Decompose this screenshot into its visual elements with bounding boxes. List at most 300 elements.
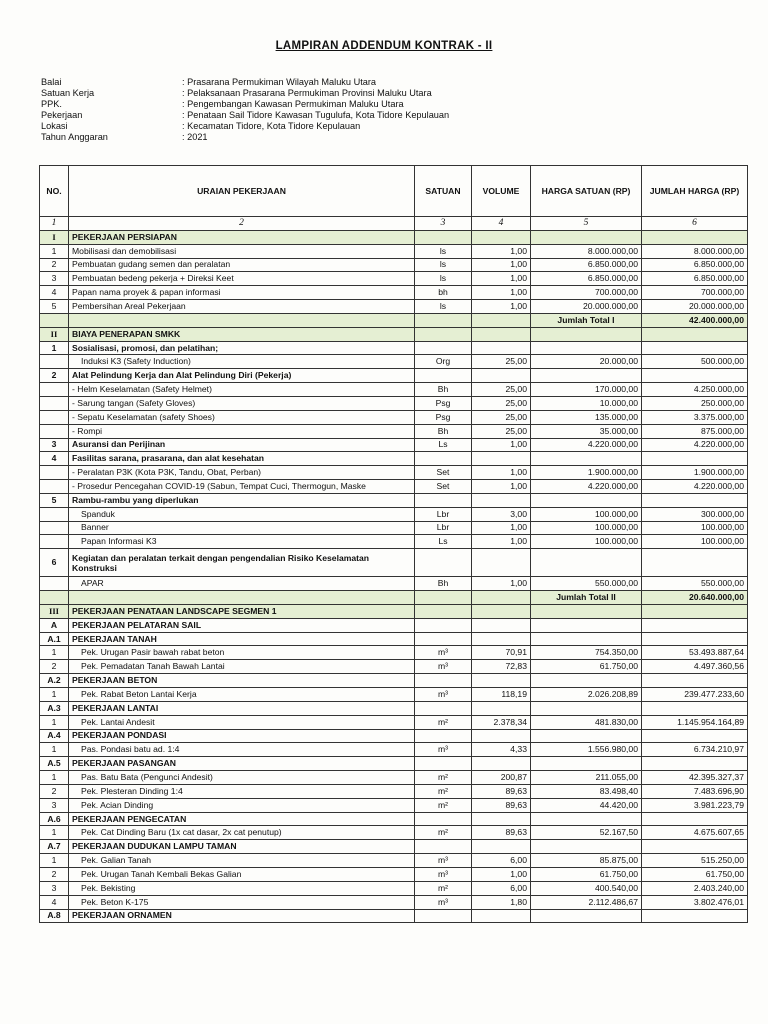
empty-cell xyxy=(472,604,531,618)
row-no xyxy=(40,383,69,397)
empty-cell xyxy=(472,327,531,341)
row-satuan: m³ xyxy=(415,646,472,660)
empty-cell xyxy=(531,909,642,923)
row-volume: 1,00 xyxy=(472,867,531,881)
empty-cell xyxy=(69,313,415,327)
header-no: NO. xyxy=(40,166,69,217)
row-uraian: BIAYA PENERAPAN SMKK xyxy=(69,327,415,341)
row-jumlah-harga: 6.850.000,00 xyxy=(642,258,748,272)
row-harga-satuan: 170.000,00 xyxy=(531,383,642,397)
row-volume: 1,00 xyxy=(472,535,531,549)
row-no: 1 xyxy=(40,341,69,355)
colnum: 3 xyxy=(415,217,472,231)
row-uraian: Kegiatan dan peralatan terkait dengan pengendalian Risiko Keselamatan Konstruksi xyxy=(69,549,415,577)
row-satuan: m² xyxy=(415,881,472,895)
subsection-row xyxy=(40,493,748,507)
row-jumlah-harga: 500.000,00 xyxy=(642,355,748,369)
info-row xyxy=(41,132,449,143)
row-no: 1 xyxy=(40,688,69,702)
row-volume: 25,00 xyxy=(472,383,531,397)
empty-cell xyxy=(472,341,531,355)
empty-cell xyxy=(531,632,642,646)
item-row xyxy=(40,286,748,300)
row-volume: 1,00 xyxy=(472,272,531,286)
row-harga-satuan: 20.000.000,00 xyxy=(531,300,642,314)
empty-cell xyxy=(531,604,642,618)
total-value: 42.400.000,00 xyxy=(642,313,748,327)
row-volume: 1,00 xyxy=(472,480,531,494)
info-row xyxy=(41,110,449,121)
empty-cell xyxy=(415,549,472,577)
row-no xyxy=(40,535,69,549)
row-uraian: Pembersihan Areal Pekerjaan xyxy=(69,300,415,314)
row-uraian: Pas. Batu Bata (Pengunci Andesit) xyxy=(69,771,415,785)
row-jumlah-harga: 4.220.000,00 xyxy=(642,438,748,452)
empty-cell xyxy=(415,632,472,646)
subsection-row xyxy=(40,341,748,355)
empty-cell xyxy=(415,493,472,507)
row-satuan: Bh xyxy=(415,383,472,397)
row-uraian: Rambu-rambu yang diperlukan xyxy=(69,493,415,507)
row-harga-satuan: 10.000,00 xyxy=(531,396,642,410)
empty-cell xyxy=(531,341,642,355)
empty-cell xyxy=(531,549,642,577)
row-no: 2 xyxy=(40,258,69,272)
empty-cell xyxy=(472,313,531,327)
row-jumlah-harga: 3.802.476,01 xyxy=(642,895,748,909)
row-harga-satuan: 4.220.000,00 xyxy=(531,438,642,452)
header-uraian: URAIAN PEKERJAAN xyxy=(69,166,415,217)
row-uraian: PEKERJAAN PENGECATAN xyxy=(69,812,415,826)
row-no: 3 xyxy=(40,272,69,286)
column-number-row xyxy=(40,217,748,231)
item-row xyxy=(40,881,748,895)
empty-cell xyxy=(642,369,748,383)
row-harga-satuan: 1.900.000,00 xyxy=(531,466,642,480)
info-value: : 2021 xyxy=(182,132,208,142)
header-satuan: SATUAN xyxy=(415,166,472,217)
empty-cell xyxy=(415,812,472,826)
row-no: 1 xyxy=(40,646,69,660)
row-satuan: Set xyxy=(415,480,472,494)
empty-cell xyxy=(415,909,472,923)
row-volume: 4,33 xyxy=(472,743,531,757)
item-row xyxy=(40,438,748,452)
row-jumlah-harga: 7.483.696,90 xyxy=(642,784,748,798)
item-row xyxy=(40,895,748,909)
row-harga-satuan: 6.850.000,00 xyxy=(531,258,642,272)
empty-cell xyxy=(642,812,748,826)
empty-cell xyxy=(531,674,642,688)
row-uraian: APAR xyxy=(69,577,415,591)
empty-cell xyxy=(531,840,642,854)
item-row xyxy=(40,784,748,798)
row-volume: 1,00 xyxy=(472,244,531,258)
subsection-row xyxy=(40,812,748,826)
header-volume: VOLUME xyxy=(472,166,531,217)
row-harga-satuan: 100.000,00 xyxy=(531,535,642,549)
row-uraian: PEKERJAAN PONDASI xyxy=(69,729,415,743)
row-uraian: Mobilisasi dan demobilisasi xyxy=(69,244,415,258)
empty-cell xyxy=(415,313,472,327)
row-volume: 89,63 xyxy=(472,826,531,840)
row-no: A.8 xyxy=(40,909,69,923)
row-uraian: Pek. Galian Tanah xyxy=(69,854,415,868)
row-volume: 1,00 xyxy=(472,577,531,591)
row-satuan: Psg xyxy=(415,396,472,410)
row-satuan: Set xyxy=(415,466,472,480)
row-no xyxy=(40,466,69,480)
row-jumlah-harga: 6.850.000,00 xyxy=(642,272,748,286)
row-jumlah-harga: 1.145.954.164,89 xyxy=(642,715,748,729)
colnum: 1 xyxy=(40,217,69,231)
row-no: 2 xyxy=(40,660,69,674)
row-no xyxy=(40,507,69,521)
info-key: Tahun Anggaran xyxy=(41,132,108,142)
empty-cell xyxy=(415,230,472,244)
row-volume: 1,00 xyxy=(472,438,531,452)
row-volume: 200,87 xyxy=(472,771,531,785)
row-uraian: PEKERJAAN DUDUKAN LAMPU TAMAN xyxy=(69,840,415,854)
row-harga-satuan: 6.850.000,00 xyxy=(531,272,642,286)
empty-cell xyxy=(642,549,748,577)
row-satuan: ls xyxy=(415,272,472,286)
info-value: : Prasarana Permukiman Wilayah Maluku Utara xyxy=(182,77,377,87)
item-row xyxy=(40,715,748,729)
row-uraian: Pek. Plesteran Dinding 1:4 xyxy=(69,784,415,798)
row-jumlah-harga: 100.000,00 xyxy=(642,535,748,549)
empty-cell xyxy=(472,701,531,715)
subsection-row xyxy=(40,729,748,743)
empty-cell xyxy=(531,327,642,341)
info-key: Lokasi xyxy=(41,121,68,131)
empty-cell xyxy=(642,452,748,466)
row-no: A xyxy=(40,618,69,632)
row-uraian: Induksi K3 (Safety Induction) xyxy=(69,355,415,369)
item-row xyxy=(40,646,748,660)
row-uraian: Papan Informasi K3 xyxy=(69,535,415,549)
row-uraian: Pek. Lantai Andesit xyxy=(69,715,415,729)
row-satuan: Ls xyxy=(415,535,472,549)
row-harga-satuan: 754.350,00 xyxy=(531,646,642,660)
row-satuan: m³ xyxy=(415,688,472,702)
row-satuan: m² xyxy=(415,784,472,798)
info-row xyxy=(41,121,449,132)
empty-cell xyxy=(472,632,531,646)
row-no xyxy=(40,355,69,369)
row-uraian: - Prosedur Pencegahan COVID-19 (Sabun, Tempat Cuci, Thermogun, Maske xyxy=(69,480,415,494)
row-uraian: Pek. Urugan Pasir bawah rabat beton xyxy=(69,646,415,660)
row-jumlah-harga: 3.375.000,00 xyxy=(642,410,748,424)
row-no: A.4 xyxy=(40,729,69,743)
item-row xyxy=(40,272,748,286)
header-harga-satuan: HARGA SATUAN (RP) xyxy=(531,166,642,217)
info-key: Satuan Kerja xyxy=(41,88,95,98)
empty-cell xyxy=(531,230,642,244)
empty-cell xyxy=(472,674,531,688)
row-no: 4 xyxy=(40,286,69,300)
row-satuan: Psg xyxy=(415,410,472,424)
row-harga-satuan: 481.830,00 xyxy=(531,715,642,729)
empty-cell xyxy=(415,604,472,618)
empty-cell xyxy=(415,674,472,688)
row-volume: 6,00 xyxy=(472,881,531,895)
row-volume: 70,91 xyxy=(472,646,531,660)
empty-cell xyxy=(642,701,748,715)
row-volume: 1,00 xyxy=(472,466,531,480)
row-no xyxy=(40,577,69,591)
info-key: Balai xyxy=(41,77,62,87)
empty-cell xyxy=(472,812,531,826)
item-row xyxy=(40,410,748,424)
row-no: 6 xyxy=(40,549,69,577)
row-no: 1 xyxy=(40,826,69,840)
row-harga-satuan: 85.875,00 xyxy=(531,854,642,868)
row-harga-satuan: 400.540,00 xyxy=(531,881,642,895)
subsection-row xyxy=(40,369,748,383)
empty-cell xyxy=(531,812,642,826)
row-harga-satuan: 1.556.980,00 xyxy=(531,743,642,757)
row-jumlah-harga: 875.000,00 xyxy=(642,424,748,438)
row-harga-satuan: 44.420,00 xyxy=(531,798,642,812)
info-value: : Pengembangan Kawasan Permukiman Maluku Utara xyxy=(182,99,404,109)
row-no xyxy=(40,521,69,535)
empty-cell xyxy=(472,452,531,466)
row-harga-satuan: 52.167,50 xyxy=(531,826,642,840)
row-no: A.2 xyxy=(40,674,69,688)
row-uraian: Asuransi dan Perijinan xyxy=(69,438,415,452)
row-jumlah-harga: 4.250.000,00 xyxy=(642,383,748,397)
row-harga-satuan: 8.000.000,00 xyxy=(531,244,642,258)
row-harga-satuan: 4.220.000,00 xyxy=(531,480,642,494)
row-satuan: Ls xyxy=(415,438,472,452)
row-jumlah-harga: 8.000.000,00 xyxy=(642,244,748,258)
row-no: 1 xyxy=(40,771,69,785)
total-label: Jumlah Total II xyxy=(531,591,642,605)
row-no: 1 xyxy=(40,715,69,729)
row-volume: 25,00 xyxy=(472,396,531,410)
row-jumlah-harga: 4.497.360,56 xyxy=(642,660,748,674)
row-volume: 72,83 xyxy=(472,660,531,674)
row-satuan: m³ xyxy=(415,854,472,868)
empty-cell xyxy=(642,632,748,646)
row-no: 3 xyxy=(40,798,69,812)
cost-table xyxy=(39,165,748,923)
row-no: 3 xyxy=(40,881,69,895)
row-uraian: Pek. Beton K-175 xyxy=(69,895,415,909)
row-harga-satuan: 100.000,00 xyxy=(531,507,642,521)
item-row xyxy=(40,771,748,785)
total-row xyxy=(40,591,748,605)
row-volume: 2.378,34 xyxy=(472,715,531,729)
total-value: 20.640.000,00 xyxy=(642,591,748,605)
empty-cell xyxy=(40,313,69,327)
row-no: 1 xyxy=(40,244,69,258)
row-uraian: Banner xyxy=(69,521,415,535)
subsection-row xyxy=(40,674,748,688)
row-jumlah-harga: 515.250,00 xyxy=(642,854,748,868)
row-jumlah-harga: 550.000,00 xyxy=(642,577,748,591)
row-harga-satuan: 700.000,00 xyxy=(531,286,642,300)
info-key: Pekerjaan xyxy=(41,110,83,120)
empty-cell xyxy=(472,369,531,383)
empty-cell xyxy=(531,618,642,632)
row-satuan: m² xyxy=(415,715,472,729)
subsection-row xyxy=(40,840,748,854)
empty-cell xyxy=(531,452,642,466)
row-no: A.3 xyxy=(40,701,69,715)
row-uraian: PEKERJAAN PENATAAN LANDSCAPE SEGMEN 1 xyxy=(69,604,415,618)
row-satuan: m² xyxy=(415,826,472,840)
row-volume: 1,00 xyxy=(472,300,531,314)
row-satuan: Lbr xyxy=(415,507,472,521)
row-harga-satuan: 61.750,00 xyxy=(531,867,642,881)
row-satuan: m² xyxy=(415,771,472,785)
row-uraian: PEKERJAAN TANAH xyxy=(69,632,415,646)
section-row xyxy=(40,230,748,244)
row-no: 3 xyxy=(40,438,69,452)
empty-cell xyxy=(642,341,748,355)
row-no: 2 xyxy=(40,867,69,881)
item-row xyxy=(40,507,748,521)
row-uraian: PEKERJAAN ORNAMEN xyxy=(69,909,415,923)
row-no: 1 xyxy=(40,743,69,757)
row-jumlah-harga: 20.000.000,00 xyxy=(642,300,748,314)
row-uraian: Pas. Pondasi batu ad. 1:4 xyxy=(69,743,415,757)
row-jumlah-harga: 53.493.887,64 xyxy=(642,646,748,660)
colnum: 6 xyxy=(642,217,748,231)
empty-cell xyxy=(415,341,472,355)
subsection-row xyxy=(40,632,748,646)
item-row xyxy=(40,854,748,868)
row-no: 4 xyxy=(40,895,69,909)
row-no xyxy=(40,424,69,438)
empty-cell xyxy=(642,493,748,507)
item-row xyxy=(40,798,748,812)
row-jumlah-harga: 3.981.223,79 xyxy=(642,798,748,812)
row-volume: 25,00 xyxy=(472,410,531,424)
empty-cell xyxy=(472,729,531,743)
row-no: II xyxy=(40,327,69,341)
row-uraian: PEKERJAAN PERSIAPAN xyxy=(69,230,415,244)
item-row xyxy=(40,688,748,702)
row-uraian: Papan nama proyek & papan informasi xyxy=(69,286,415,300)
item-row xyxy=(40,355,748,369)
project-info xyxy=(41,77,449,143)
row-jumlah-harga: 1.900.000,00 xyxy=(642,466,748,480)
empty-cell xyxy=(472,230,531,244)
row-satuan: Org xyxy=(415,355,472,369)
info-row xyxy=(41,88,449,99)
row-harga-satuan: 135.000,00 xyxy=(531,410,642,424)
row-volume: 1,00 xyxy=(472,521,531,535)
info-value: : Pelaksanaan Prasarana Permukiman Provinsi Maluku Utara xyxy=(182,88,432,98)
subsection-row xyxy=(40,701,748,715)
row-jumlah-harga: 61.750,00 xyxy=(642,867,748,881)
item-row xyxy=(40,300,748,314)
row-no xyxy=(40,410,69,424)
empty-cell xyxy=(415,452,472,466)
info-row xyxy=(41,77,449,88)
row-uraian: - Peralatan P3K (Kota P3K, Tandu, Obat, Perban) xyxy=(69,466,415,480)
empty-cell xyxy=(642,757,748,771)
empty-cell xyxy=(642,230,748,244)
row-volume: 25,00 xyxy=(472,355,531,369)
document-title: LAMPIRAN ADDENDUM KONTRAK - II xyxy=(275,40,493,52)
row-harga-satuan: 61.750,00 xyxy=(531,660,642,674)
row-uraian: Fasilitas sarana, prasarana, dan alat kesehatan xyxy=(69,452,415,466)
row-uraian: - Rompi xyxy=(69,424,415,438)
total-row xyxy=(40,313,748,327)
row-no: A.6 xyxy=(40,812,69,826)
row-harga-satuan: 211.055,00 xyxy=(531,771,642,785)
item-row xyxy=(40,867,748,881)
colnum: 2 xyxy=(69,217,415,231)
row-no: 5 xyxy=(40,493,69,507)
empty-cell xyxy=(415,369,472,383)
empty-cell xyxy=(472,493,531,507)
empty-cell xyxy=(531,493,642,507)
row-harga-satuan: 2.112.486,67 xyxy=(531,895,642,909)
row-no xyxy=(40,396,69,410)
empty-cell xyxy=(642,674,748,688)
empty-cell xyxy=(642,618,748,632)
row-harga-satuan: 100.000,00 xyxy=(531,521,642,535)
empty-cell xyxy=(531,701,642,715)
row-uraian: Pek. Pemadatan Tanah Bawah Lantai xyxy=(69,660,415,674)
colnum: 4 xyxy=(472,217,531,231)
row-volume: 25,00 xyxy=(472,424,531,438)
row-uraian: PEKERJAAN PASANGAN xyxy=(69,757,415,771)
row-harga-satuan: 83.498,40 xyxy=(531,784,642,798)
item-row xyxy=(40,480,748,494)
row-no: A.5 xyxy=(40,757,69,771)
row-uraian: Pek. Rabat Beton Lantai Kerja xyxy=(69,688,415,702)
row-no xyxy=(40,480,69,494)
item-row xyxy=(40,396,748,410)
empty-cell xyxy=(472,909,531,923)
row-uraian: - Sepatu Keselamatan (safety Shoes) xyxy=(69,410,415,424)
subsection-row xyxy=(40,618,748,632)
empty-cell xyxy=(531,369,642,383)
item-row xyxy=(40,660,748,674)
row-satuan: Bh xyxy=(415,424,472,438)
empty-cell xyxy=(642,327,748,341)
row-satuan: m² xyxy=(415,798,472,812)
item-row xyxy=(40,826,748,840)
item-row xyxy=(40,577,748,591)
row-no: 1 xyxy=(40,854,69,868)
empty-cell xyxy=(531,757,642,771)
row-volume: 118,19 xyxy=(472,688,531,702)
empty-cell xyxy=(415,618,472,632)
row-satuan: Lbr xyxy=(415,521,472,535)
section-row xyxy=(40,604,748,618)
subsection-row xyxy=(40,549,748,577)
row-satuan: bh xyxy=(415,286,472,300)
empty-cell xyxy=(472,618,531,632)
info-key: PPK. xyxy=(41,99,62,109)
row-uraian: Pek. Bekisting xyxy=(69,881,415,895)
item-row xyxy=(40,424,748,438)
item-row xyxy=(40,743,748,757)
row-jumlah-harga: 6.734.210,97 xyxy=(642,743,748,757)
subsection-row xyxy=(40,909,748,923)
row-satuan: m³ xyxy=(415,743,472,757)
colnum: 5 xyxy=(531,217,642,231)
row-volume: 1,80 xyxy=(472,895,531,909)
row-jumlah-harga: 700.000,00 xyxy=(642,286,748,300)
